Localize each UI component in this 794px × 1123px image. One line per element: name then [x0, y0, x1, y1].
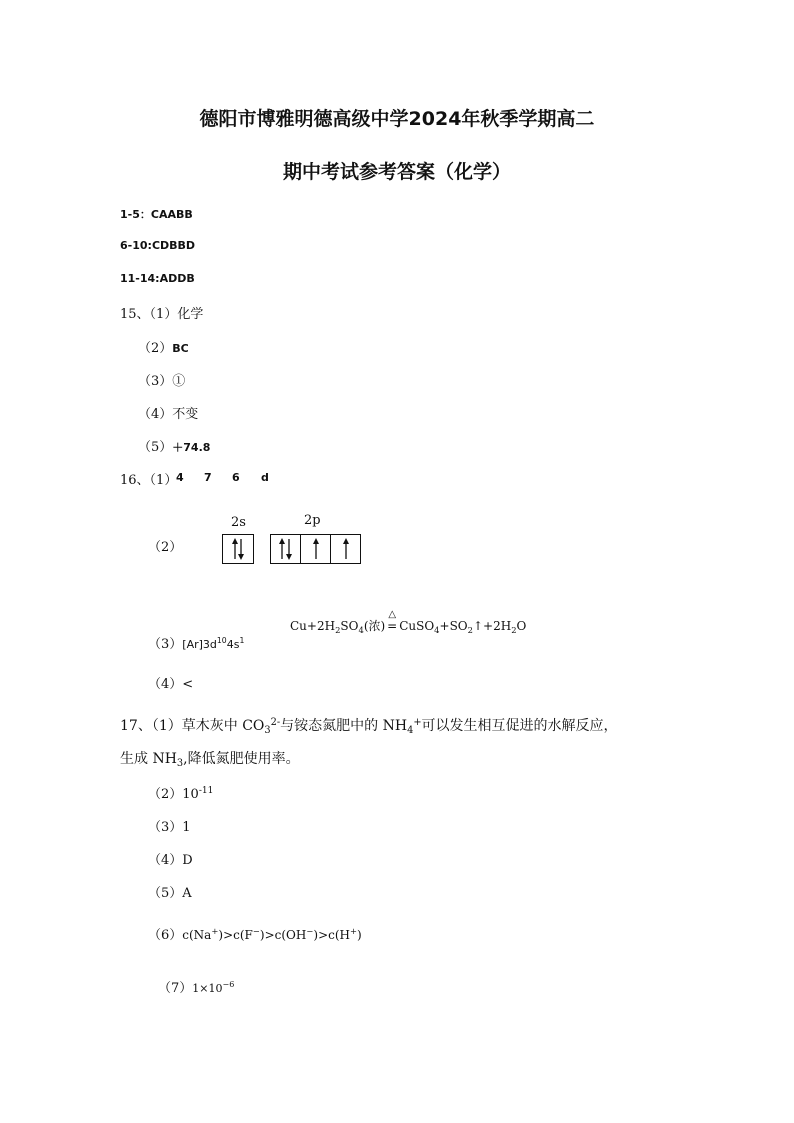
answer-value: 1 [182, 820, 191, 835]
part-label: （3） [138, 374, 173, 389]
text: ,降低氮肥使用率。 [183, 751, 300, 767]
mc-answers: CAABB [150, 208, 193, 221]
eq-sub: 2 [335, 625, 341, 635]
answer-sup: -11 [198, 786, 214, 796]
chemical-equation [290, 609, 527, 635]
question-number: 15、 [120, 307, 150, 322]
q16-part1 [120, 469, 177, 488]
paren: ) [218, 928, 224, 942]
electron-up-icon [330, 535, 360, 563]
sub: 3 [176, 758, 184, 769]
mc-row-2 [120, 239, 195, 252]
answer-value: ① [172, 374, 186, 389]
q17-part2 [148, 783, 213, 802]
eq-tail: O [516, 619, 527, 633]
answer-value: ＋74.8 [172, 441, 211, 454]
q16-part3 [148, 633, 244, 652]
mc-row-3 [120, 272, 195, 285]
eq-sub: 4 [358, 625, 364, 635]
q16-value-1: 4 [176, 471, 184, 484]
eq-sub: 2 [467, 625, 473, 635]
gt-sign: > [318, 928, 329, 942]
orbital-2p-box [270, 534, 361, 564]
part-label: （4） [148, 853, 183, 868]
sup: + [413, 717, 422, 728]
part-label: （1） [149, 307, 178, 322]
mc-range: 11-14: [120, 272, 160, 285]
part-label: （4） [148, 677, 183, 692]
eq-sub: 4 [434, 625, 440, 635]
gt-sign: > [223, 928, 234, 942]
paren: ) [259, 928, 265, 942]
eq-so: SO [340, 619, 359, 633]
sub: 4 [407, 725, 414, 736]
eq-sub: 2 [511, 625, 517, 635]
eq-prod3: +2H [483, 619, 512, 633]
eq-prod1: CuSO [399, 619, 435, 633]
config-sup: 10 [216, 636, 227, 645]
answer-value: BC [172, 342, 189, 355]
electron-pair-icon [223, 535, 251, 563]
q16-value-4: d [261, 471, 269, 484]
delta-icon: △ [388, 609, 397, 620]
part-label: （1） [149, 473, 178, 488]
part-label: （1） [151, 718, 182, 734]
orbital-2s-label: 2s [231, 515, 246, 530]
page-title-line2: 期中考试参考答案（化学） [282, 161, 511, 183]
text: 草木灰中 CO [181, 718, 265, 734]
eq-conc: (浓) [363, 619, 386, 633]
mc-answers: ADDB [159, 272, 195, 285]
mc-range: 6-10: [120, 239, 152, 252]
part-label: （4） [138, 407, 173, 422]
eq-left: Cu+2H [290, 619, 336, 633]
q17-part5 [148, 882, 192, 901]
q16-part2-label: （2） [148, 540, 183, 555]
config-sup: 1 [239, 636, 245, 645]
part-label: （5） [148, 886, 183, 901]
q15-part5 [138, 436, 210, 455]
text: 生成 NH [120, 751, 177, 767]
answer-value: 不变 [172, 407, 199, 422]
gas-arrow-icon: ↑ [472, 619, 484, 633]
eq-reaction-sign: △ = [387, 609, 398, 633]
part-label: （3） [148, 820, 183, 835]
charge: − [252, 926, 260, 936]
conc-term: c(H [328, 928, 351, 942]
answer-value: D [182, 853, 193, 868]
electron-config [182, 638, 244, 651]
orbital-2p-label: 2p [304, 513, 321, 528]
answer-value: 化学 [177, 307, 204, 322]
part-label: （5） [138, 440, 173, 455]
charge: + [211, 926, 219, 936]
page-title-line1: 德阳市博雅明德高级中学2024年秋季学期高二 [199, 108, 595, 130]
conc-term: c(F [233, 928, 253, 942]
gt-sign: > [264, 928, 275, 942]
mc-answers: CDBBD [151, 239, 196, 252]
q15-part2 [138, 337, 189, 356]
q17-part7 [158, 977, 234, 996]
q17-part4 [148, 849, 193, 868]
text: 可以发生相互促进的水解反应， [421, 718, 618, 734]
part-label: （2） [138, 341, 173, 356]
mc-row-1 [120, 206, 193, 222]
electron-pair-icon [271, 535, 300, 563]
q15-part1 [120, 303, 203, 322]
conc-term: c(Na [182, 928, 212, 942]
charge: − [306, 926, 314, 936]
q16-value-2: 7 [204, 471, 212, 484]
electron-up-icon [300, 535, 330, 563]
q17-part6 [148, 924, 362, 943]
part-label: （3） [148, 637, 183, 652]
config-mid: 4s [226, 638, 240, 651]
q16-value-3: 6 [232, 471, 240, 484]
eq-prod2: +SO [439, 619, 468, 633]
part-label: （6） [148, 928, 183, 943]
question-number: 17、 [120, 718, 152, 734]
paren: ) [357, 928, 362, 942]
paren: ) [313, 928, 319, 942]
answer-base: 10 [182, 787, 199, 802]
q17-part1-line2 [120, 748, 300, 769]
q15-part3 [138, 370, 185, 389]
part-label: （2） [148, 787, 183, 802]
q17-part1-line1 [120, 715, 618, 736]
config-base: [Ar]3d [182, 638, 217, 651]
charge: + [350, 926, 358, 936]
answer-sup: −6 [222, 980, 235, 989]
answer-value: < [182, 677, 194, 692]
mc-range: 1-5： [120, 208, 151, 221]
sub: 3 [264, 725, 271, 736]
answer-base: 1×10 [192, 982, 223, 995]
q16-part4 [148, 673, 193, 692]
question-number: 16、 [120, 473, 150, 488]
concentration-order [182, 928, 361, 942]
q15-part4 [138, 403, 198, 422]
orbital-2s-box [222, 534, 254, 564]
text: 与铵态氮肥中的 NH [280, 718, 408, 734]
q17-part3 [148, 816, 191, 835]
sup: 2- [270, 717, 281, 728]
conc-term: c(OH [274, 928, 307, 942]
part-label: （7） [158, 981, 193, 996]
answer-value: A [182, 886, 192, 901]
